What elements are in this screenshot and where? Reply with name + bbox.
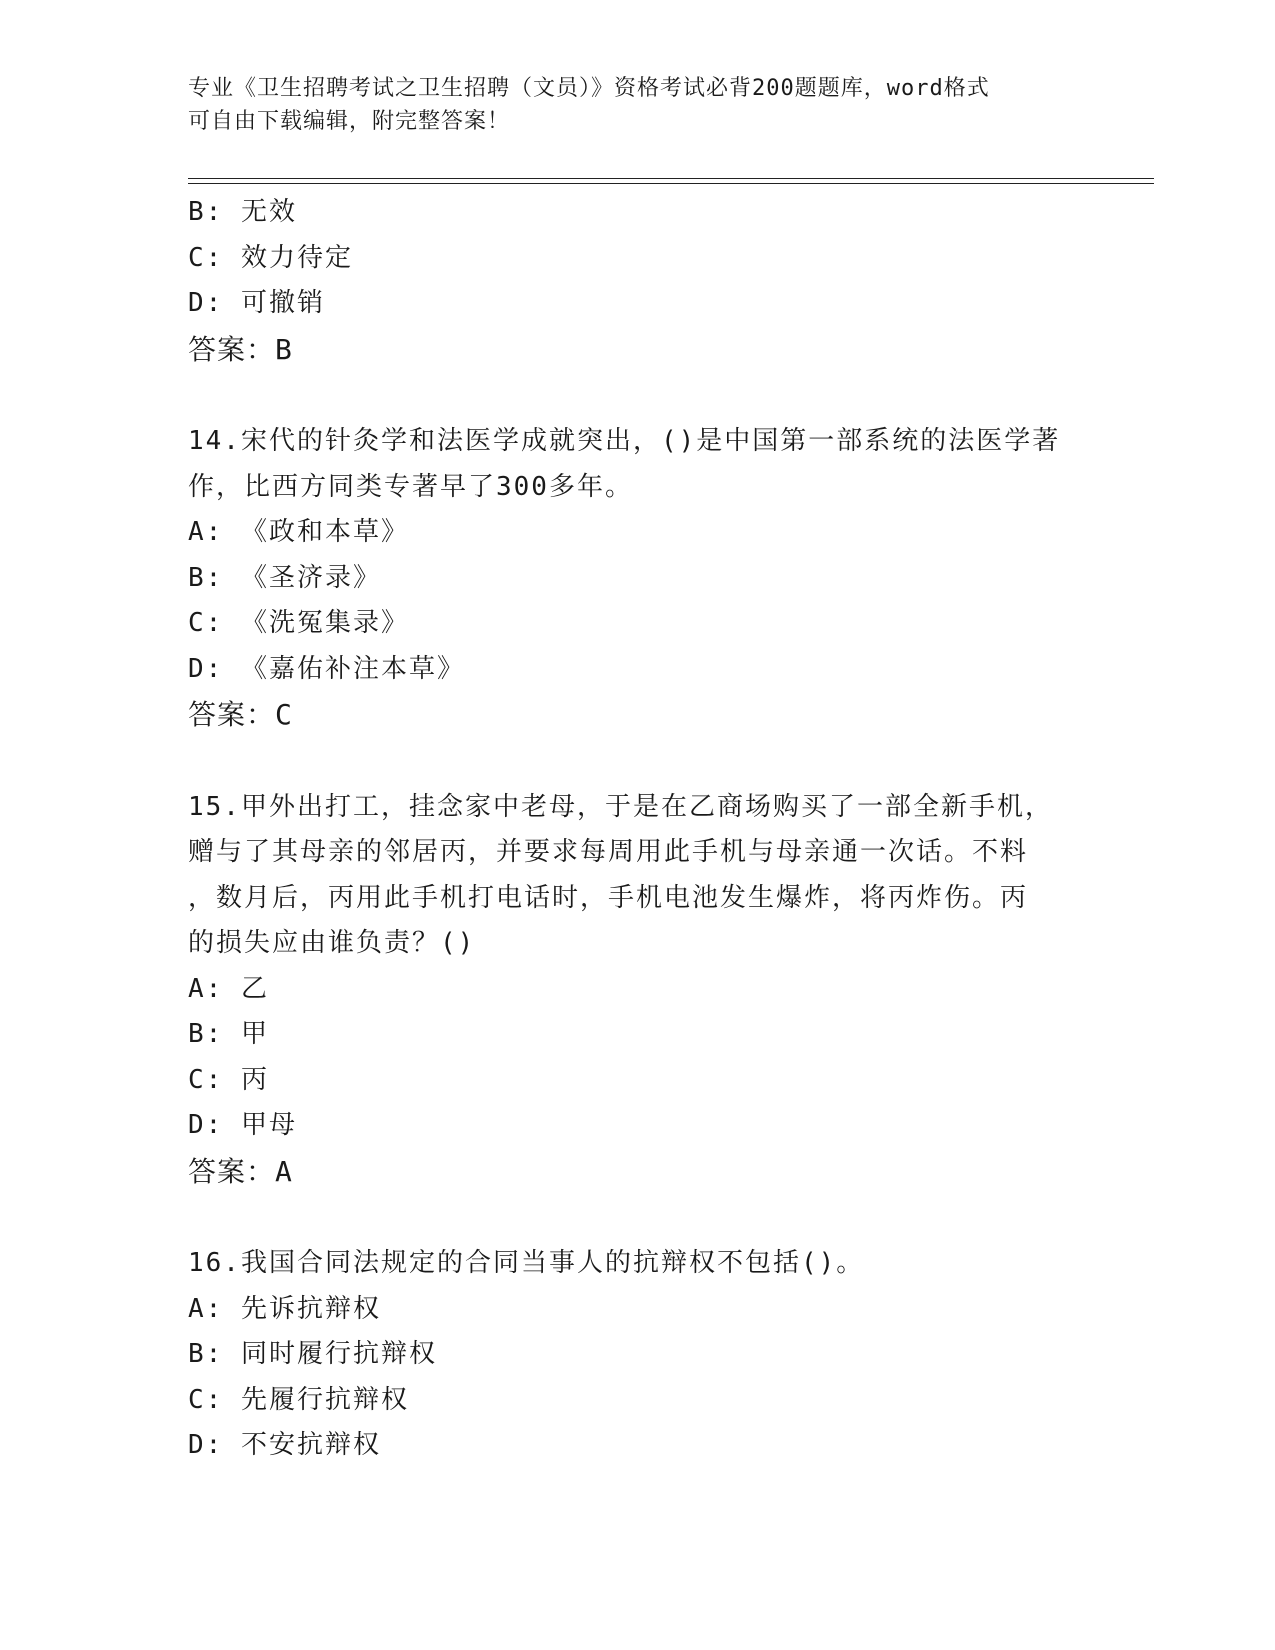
answer-label: 答案：B (188, 332, 293, 366)
question-line: ，数月后，丙用此手机打电话时，手机电池发生爆炸，将丙炸伤。丙 (188, 882, 1029, 913)
option-b: B: 甲 (188, 1019, 269, 1049)
question-text (188, 419, 1078, 510)
option-b: B: 《圣济录》 (188, 562, 381, 593)
header-line-1: 专业《卫生招聘考试之卫生招聘（文员）》资格考试必背200题题库，word格式 (188, 76, 990, 101)
question-line: 15.甲外出打工，挂念家中老母，于是在乙商场购买了一部全新手机， (188, 791, 1053, 822)
option-b: B: 同时履行抗辩权 (188, 1339, 437, 1369)
answer-label: 答案：A (188, 1154, 293, 1188)
question-content (188, 190, 1088, 1469)
option-c: C: 丙 (188, 1064, 269, 1095)
option-b: B: 无效 (188, 197, 297, 227)
option-a: A: 《政和本草》 (188, 517, 409, 547)
option-d: D: 《嘉佑补注本草》 (188, 653, 465, 684)
header-line-2: 可自由下载编辑，附完整答案！ (188, 109, 511, 134)
option-c: C: 效力待定 (188, 242, 353, 273)
option-d: D: 不安抗辩权 (188, 1430, 381, 1460)
question-line: 作，比西方同类专著早了300多年。 (188, 471, 633, 502)
question-line: 16.我国合同法规定的合同当事人的抗辩权不包括()。 (188, 1248, 865, 1278)
option-c: C: 先履行抗辩权 (188, 1384, 409, 1415)
question-line: 14.宋代的针灸学和法医学成就突出，()是中国第一部系统的法医学著 (188, 426, 1061, 456)
question-text (188, 785, 1078, 967)
header-rule-bottom (188, 183, 1154, 184)
option-d: D: 可撤销 (188, 288, 325, 318)
answer-label: 答案：C (188, 698, 293, 731)
question-line: 的损失应由谁负责？() (188, 928, 476, 958)
option-a: A: 乙 (188, 973, 269, 1004)
option-c: C: 《洗冤集录》 (188, 608, 409, 638)
question-line: 赠与了其母亲的邻居丙，并要求每周用此手机与母亲通一次话。不料 (188, 837, 1029, 867)
question-text (188, 1241, 1078, 1287)
document-header (188, 72, 1078, 138)
prev-question-block (188, 190, 1088, 372)
question-15 (188, 785, 1088, 1195)
question-16 (188, 1241, 1088, 1469)
question-14 (188, 419, 1088, 738)
header-rule-top (188, 178, 1154, 179)
option-a: A: 先诉抗辩权 (188, 1293, 381, 1324)
option-d: D: 甲母 (188, 1110, 297, 1140)
